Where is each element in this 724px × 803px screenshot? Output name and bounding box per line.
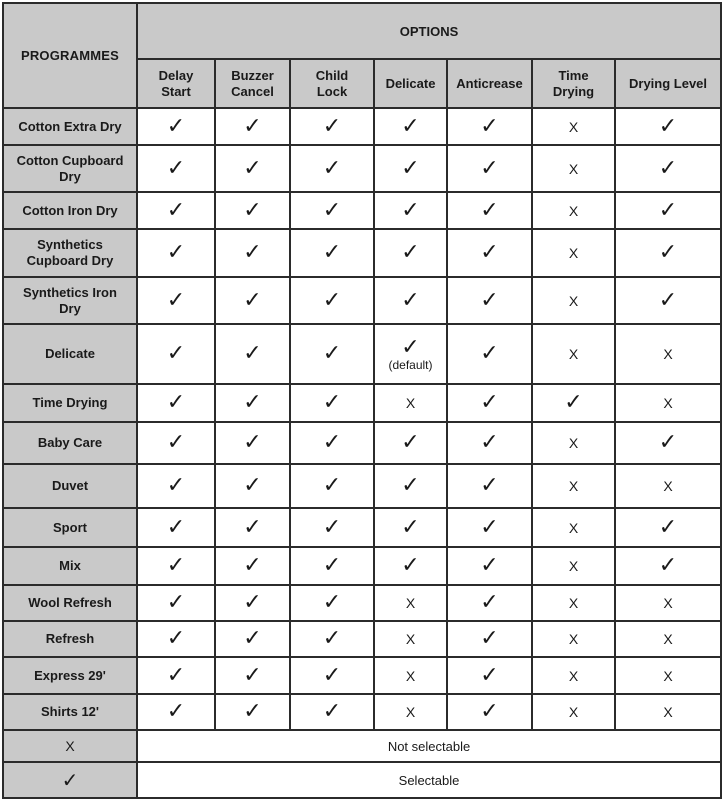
option-cell-buzzer-cancel [215,229,290,277]
option-cell-time-drying [532,657,615,694]
cross-icon: X [568,202,579,219]
option-cell-delay-start [137,508,215,547]
option-cell-delay-start [137,324,215,384]
legend-symbol [3,730,137,762]
table-row [3,384,721,422]
option-cell-child-lock [290,324,374,384]
table-row [3,547,721,585]
checkmark-icon: ✓ [480,430,499,455]
legend-row [3,762,721,798]
option-cell-child-lock [290,229,374,277]
column-header-line: Child [315,67,349,83]
checkmark-icon: ✓ [166,341,186,366]
option-cell-buzzer-cancel [215,277,290,324]
checkmark-icon: ✓ [243,155,262,181]
option-cell-child-lock [290,422,374,464]
option-cell-anticrease [447,547,532,585]
column-header-drying-level [615,59,721,108]
option-cell-drying-level [615,508,721,547]
cross-icon: X [568,478,579,494]
checkmark-icon: ✓ [480,699,499,724]
checkmark-icon: ✓ [243,626,262,651]
option-cell-anticrease [447,621,532,657]
programme-name [3,145,137,192]
option-cell-child-lock [290,464,374,508]
cross-icon: X [568,519,579,536]
column-header-line: Drying [552,83,595,99]
legend-text: Not selectable [137,730,721,762]
table-row [3,324,721,384]
option-cell-delicate [374,108,447,145]
checkmark-icon: ✓ [480,390,499,415]
programmes-header: PROGRAMMES [3,3,137,108]
table-row [3,145,721,192]
checkmark-icon: ✓ [166,197,186,223]
checkmark-icon: ✓ [243,473,262,498]
option-cell-drying-level [615,422,721,464]
option-cell-time-drying [532,277,615,324]
programme-name-line: Cotton Extra Dry [18,118,122,134]
programme-name-line: Refresh [45,631,95,646]
checkmark-icon: ✓ [166,430,186,455]
option-cell-child-lock [290,277,374,324]
checkmark-icon: ✓ [322,590,342,615]
option-cell-child-lock [290,384,374,422]
cross-icon: X [568,292,579,309]
option-cell-anticrease [447,464,532,508]
option-cell-delay-start [137,547,215,585]
programme-name-line: Time Drying [32,395,108,410]
option-cell-buzzer-cancel [215,324,290,384]
checkmark-icon: ✓ [322,430,342,455]
option-cell-anticrease [447,192,532,229]
checkmark-icon: ✓ [401,155,420,181]
checkmark-icon: ✓ [322,240,342,265]
option-cell-time-drying [532,585,615,621]
option-cell-delay-start [137,585,215,621]
cross-icon: X [568,346,579,362]
option-cell-drying-level [615,108,721,145]
programme-name [3,422,137,464]
programme-name-line: Dry [59,168,81,184]
option-cell-anticrease [447,694,532,730]
cross-icon: X [568,704,579,720]
programme-name [3,108,137,145]
option-cell-child-lock [290,547,374,585]
checkmark-icon: ✓ [166,155,186,181]
option-cell-delay-start [137,694,215,730]
column-header-line: Start [161,83,191,99]
option-cell-buzzer-cancel [215,585,290,621]
cross-icon: X [663,667,673,684]
column-header-line: Delicate [385,75,436,91]
option-cell-time-drying [532,229,615,277]
option-cell-time-drying [532,508,615,547]
checkmark-icon: ✓ [61,768,79,792]
table-row [3,192,721,229]
option-cell-delicate [374,422,447,464]
checkmark-icon: ✓ [658,113,678,139]
option-cell-child-lock [290,508,374,547]
option-cell-delay-start [137,229,215,277]
checkmark-icon: ✓ [480,240,499,265]
cross-icon: X [65,738,75,754]
option-cell-time-drying [532,621,615,657]
option-cell-anticrease [447,508,532,547]
legend-row [3,730,721,762]
option-cell-delay-start [137,464,215,508]
option-cell-time-drying [532,547,615,585]
options-header: OPTIONS [137,3,721,59]
table-row [3,229,721,277]
option-cell-buzzer-cancel [215,547,290,585]
checkmark-icon: ✓ [166,699,186,724]
option-cell-buzzer-cancel [215,145,290,192]
programme-name-line: Synthetics [37,237,103,252]
option-cell-child-lock [290,657,374,694]
checkmark-icon: ✓ [322,662,342,688]
option-cell-child-lock [290,192,374,229]
programme-name [3,547,137,585]
option-cell-buzzer-cancel [215,657,290,694]
checkmark-icon: ✓ [322,113,342,139]
checkmark-icon: ✓ [401,334,420,360]
checkmark-icon: ✓ [480,553,499,578]
programme-name-line: Dry [59,300,81,316]
option-cell-time-drying [532,192,615,229]
checkmark-icon: ✓ [658,553,678,578]
cross-icon: X [568,245,579,261]
programme-name-line: Duvet [51,478,89,493]
column-header-delay-start [137,59,215,108]
option-cell-time-drying [532,384,615,422]
option-cell-anticrease [447,277,532,324]
checkmark-icon: ✓ [243,699,262,724]
programme-name-line: Express 29' [34,667,106,683]
cross-icon: X [663,595,673,611]
table-row [3,108,721,145]
option-cell-delay-start [137,384,215,422]
option-cell-drying-level [615,229,721,277]
checkmark-icon: ✓ [166,473,186,498]
checkmark-icon: ✓ [401,113,420,139]
option-cell-drying-level [615,192,721,229]
programme-name [3,621,137,657]
checkmark-icon: ✓ [243,240,262,265]
option-cell-delicate [374,585,447,621]
option-cell-delicate [374,277,447,324]
programme-name-line: Mix [59,558,81,573]
checkmark-icon: ✓ [401,514,420,540]
programme-name-line: Shirts 12' [40,704,99,719]
cross-icon: X [568,435,579,451]
checkmark-icon: ✓ [322,155,342,181]
checkmark-icon: ✓ [658,514,678,540]
option-cell-delay-start [137,145,215,192]
column-header-line: Time [558,67,589,83]
checkmark-icon: ✓ [243,113,262,139]
option-cell-drying-level [615,694,721,730]
checkmark-icon: ✓ [243,341,262,366]
checkmark-icon: ✓ [322,473,342,498]
column-header-buzzer-cancel [215,59,290,108]
checkmark-icon: ✓ [658,287,678,313]
checkmark-icon: ✓ [243,514,262,540]
checkmark-icon: ✓ [166,390,186,415]
cross-icon: X [405,595,416,611]
default-note: (default) [388,357,433,372]
programme-name [3,277,137,324]
checkmark-icon: ✓ [322,553,342,578]
cross-icon: X [663,631,673,647]
option-cell-delicate [374,192,447,229]
option-cell-delicate [374,547,447,585]
checkmark-icon: ✓ [658,240,678,265]
checkmark-icon: ✓ [166,553,186,578]
programme-name [3,192,137,229]
option-cell-drying-level [615,657,721,694]
option-cell-delay-start [137,192,215,229]
option-cell-drying-level [615,464,721,508]
checkmark-icon: ✓ [243,430,262,455]
checkmark-icon: ✓ [322,514,342,540]
option-cell-child-lock [290,694,374,730]
option-cell-drying-level [615,145,721,192]
cross-icon: X [405,704,416,720]
option-cell-delay-start [137,621,215,657]
checkmark-icon: ✓ [322,287,342,313]
checkmark-icon: ✓ [401,240,420,265]
checkmark-icon: ✓ [166,240,186,265]
checkmark-icon: ✓ [166,514,186,540]
column-header-time-drying [532,59,615,108]
checkmark-icon: ✓ [166,113,186,139]
checkmark-icon: ✓ [243,287,262,313]
option-cell-delicate [374,464,447,508]
column-header-line: Delay [158,67,194,83]
option-cell-anticrease [447,384,532,422]
checkmark-icon: ✓ [243,662,262,688]
column-header-line: Anticrease [456,75,523,91]
cross-icon: X [568,558,579,574]
programme-name-line: Cotton Iron Dry [22,202,118,218]
option-cell-anticrease [447,657,532,694]
checkmark-icon: ✓ [401,553,420,578]
option-cell-delicate [374,657,447,694]
option-cell-buzzer-cancel [215,192,290,229]
option-cell-time-drying [532,464,615,508]
programme-name-line: Cupboard Dry [26,253,114,268]
programme-rows [3,108,721,798]
cross-icon: X [405,395,416,411]
cross-icon: X [405,631,416,647]
column-header-line: Cancel [231,83,274,99]
checkmark-icon: ✓ [166,590,186,615]
checkmark-icon: ✓ [480,662,499,688]
option-cell-time-drying [532,145,615,192]
option-cell-buzzer-cancel [215,694,290,730]
option-cell-drying-level [615,621,721,657]
option-cell-delicate [374,508,447,547]
option-cell-buzzer-cancel [215,108,290,145]
cross-icon: X [663,395,673,411]
checkmark-icon: ✓ [658,197,678,223]
option-cell-delicate [374,145,447,192]
checkmark-icon: ✓ [480,287,499,313]
option-cell-delicate [374,694,447,730]
checkmark-icon: ✓ [401,430,420,455]
option-cell-anticrease [447,108,532,145]
cross-icon: X [568,631,579,647]
table-row [3,585,721,621]
option-cell-child-lock [290,585,374,621]
option-cell-drying-level [615,547,721,585]
option-cell-anticrease [447,585,532,621]
cross-icon: X [663,478,673,494]
option-cell-buzzer-cancel [215,508,290,547]
cross-icon: X [663,704,673,720]
option-cell-child-lock [290,621,374,657]
checkmark-icon: ✓ [401,197,420,223]
cross-icon: X [568,667,579,684]
programme-name [3,657,137,694]
programme-name-line: Cotton Cupboard [16,152,124,168]
programme-name [3,229,137,277]
option-cell-anticrease [447,145,532,192]
programme-name-line: Synthetics Iron [23,284,117,300]
option-cell-time-drying [532,422,615,464]
checkmark-icon: ✓ [480,626,499,651]
checkmark-icon: ✓ [243,390,262,415]
option-cell-delicate [374,324,447,384]
table-row [3,621,721,657]
option-cell-delay-start [137,657,215,694]
option-cell-child-lock [290,145,374,192]
column-header-delicate [374,59,447,108]
option-cell-drying-level [615,585,721,621]
option-cell-delicate [374,384,447,422]
column-header-line: Lock [316,83,348,99]
column-header-child-lock [290,59,374,108]
checkmark-icon: ✓ [480,590,499,615]
checkmark-icon: ✓ [480,197,499,223]
checkmark-icon: ✓ [322,197,342,223]
option-cell-delay-start [137,108,215,145]
option-cell-anticrease [447,422,532,464]
checkmark-icon: ✓ [322,390,342,415]
column-header-line: Drying Level [629,75,708,91]
option-cell-child-lock [290,108,374,145]
legend-symbol [3,762,137,798]
option-cell-delay-start [137,277,215,324]
programme-name [3,585,137,621]
checkmark-icon: ✓ [480,514,499,540]
option-cell-drying-level [615,324,721,384]
cross-icon: X [568,160,579,177]
checkmark-icon: ✓ [401,473,420,498]
checkmark-icon: ✓ [322,626,342,651]
checkmark-icon: ✓ [166,287,186,313]
cross-icon: X [405,667,416,684]
option-cell-delicate [374,621,447,657]
option-cell-buzzer-cancel [215,621,290,657]
column-header-line: Buzzer [231,67,274,83]
programme-name-line: Wool Refresh [28,595,112,610]
option-cell-buzzer-cancel [215,384,290,422]
option-cell-anticrease [447,229,532,277]
checkmark-icon: ✓ [322,341,342,366]
checkmark-icon: ✓ [243,553,262,578]
checkmark-icon: ✓ [658,155,678,181]
table-row [3,464,721,508]
checkmark-icon: ✓ [322,699,342,724]
programme-name-line: Baby Care [37,435,103,450]
table-row [3,694,721,730]
checkmark-icon: ✓ [166,662,186,688]
programme-name [3,464,137,508]
cross-icon: X [568,595,579,611]
checkmark-icon: ✓ [658,430,678,455]
option-cell-drying-level [615,384,721,422]
checkmark-icon: ✓ [564,390,583,415]
option-cell-delicate [374,229,447,277]
column-header-anticrease [447,59,532,108]
table-row [3,508,721,547]
option-cell-buzzer-cancel [215,464,290,508]
option-cell-anticrease [447,324,532,384]
option-cell-delay-start [137,422,215,464]
table-row [3,277,721,324]
option-cell-time-drying [532,324,615,384]
checkmark-icon: ✓ [480,473,499,498]
programme-options-table [2,2,722,799]
checkmark-icon: ✓ [401,287,420,313]
checkmark-icon: ✓ [480,113,499,139]
table-row [3,657,721,694]
programme-name [3,324,137,384]
option-cell-time-drying [532,108,615,145]
programme-name [3,694,137,730]
cross-icon: X [568,118,579,135]
option-cell-time-drying [532,694,615,730]
header-row-top [3,3,721,59]
checkmark-icon: ✓ [480,155,499,181]
checkmark-icon: ✓ [243,197,262,223]
table-row [3,422,721,464]
checkmark-icon: ✓ [243,590,262,615]
option-cell-drying-level [615,277,721,324]
cross-icon: X [663,346,673,362]
programme-name-line: Delicate [45,346,95,361]
option-cell-buzzer-cancel [215,422,290,464]
checkmark-icon: ✓ [166,626,186,651]
checkmark-icon: ✓ [480,341,499,366]
programme-name [3,508,137,547]
legend-text: Selectable [137,762,721,798]
programme-name-line: Sport [53,519,87,535]
programme-name [3,384,137,422]
